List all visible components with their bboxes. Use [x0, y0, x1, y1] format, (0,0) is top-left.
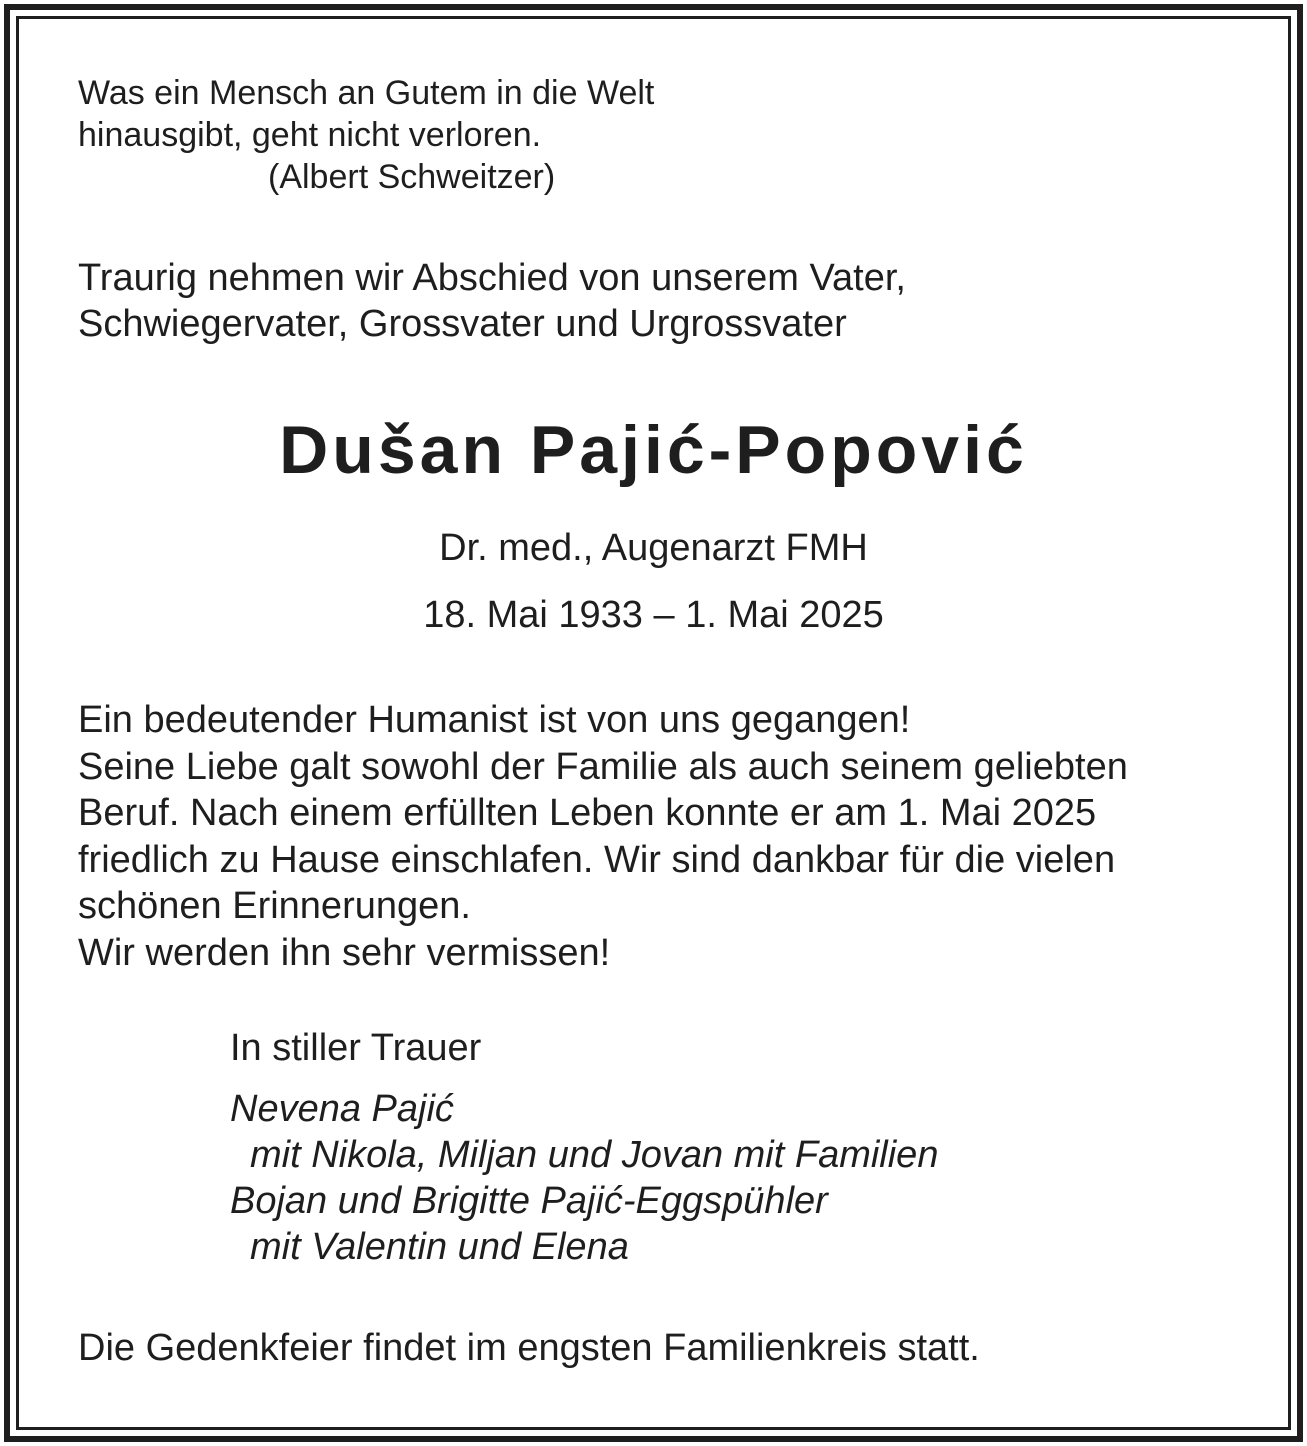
mourners-list — [230, 1086, 938, 1270]
message-line: Seine Liebe galt sowohl der Familie als auch seinem geliebten — [78, 745, 1128, 788]
deceased-name: Dušan Pajić-Popović — [279, 412, 1028, 488]
mourner-line: mit Nikola, Miljan und Jovan mit Familien — [250, 1134, 939, 1176]
quote-line: Was ein Mensch an Gutem in die Welt — [78, 74, 655, 112]
deceased-title: Dr. med., Augenarzt FMH — [439, 527, 868, 569]
message-line: Wir werden ihn sehr vermissen! — [78, 931, 611, 974]
message-line: Beruf. Nach einem erfüllten Leben konnte er am 1. Mai 2025 — [78, 792, 1097, 834]
life-dates: 18. Mai 1933 – 1. Mai 2025 — [423, 594, 884, 636]
quote-block — [78, 72, 654, 198]
closing-note: Die Gedenkfeier findet im engsten Familienkreis statt. — [78, 1327, 980, 1369]
intro-line: Schwiegervater, Grossvater und Urgrossvater — [78, 303, 847, 345]
mourning-heading: In stiller Trauer — [230, 1027, 482, 1069]
mourner-line: Nevena Pajić — [230, 1088, 454, 1130]
intro-text — [78, 255, 906, 347]
message-line: Ein bedeutender Humanist ist von uns gegangen! — [78, 699, 911, 741]
quote-author: (Albert Schweitzer) — [268, 158, 556, 196]
mourner-line: mit Valentin und Elena — [250, 1226, 629, 1268]
message-line: friedlich zu Hause einschlafen. Wir sind dankbar für die vielen — [78, 838, 1116, 881]
intro-line: Traurig nehmen wir Abschied von unserem Vater, — [78, 257, 906, 299]
message-line: schönen Erinnerungen. — [78, 885, 471, 927]
mourner-line: Bojan und Brigitte Pajić-Eggspühler — [230, 1180, 828, 1222]
quote-line: hinausgibt, geht nicht verloren. — [78, 116, 542, 154]
message-text — [78, 697, 1128, 976]
